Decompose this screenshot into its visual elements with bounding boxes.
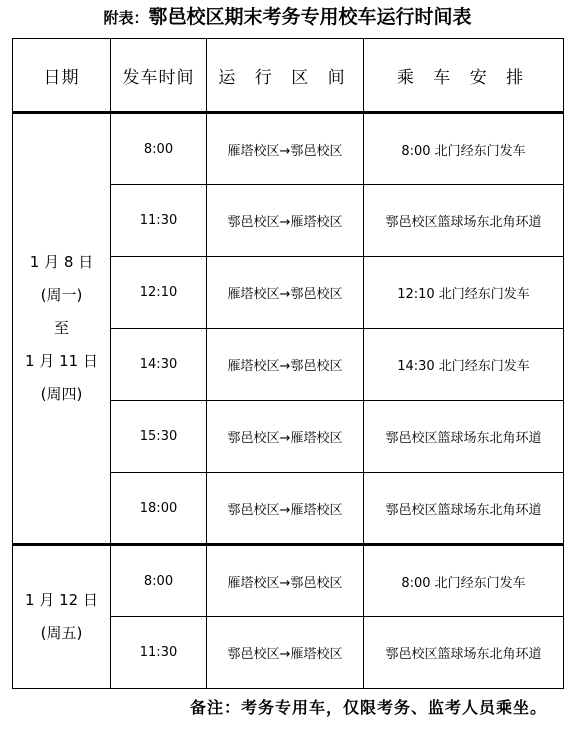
boarding-cell: 鄠邑校区篮球场东北角环道	[364, 473, 564, 545]
boarding-cell: 14:30 北门经东门发车	[364, 329, 564, 401]
boarding-cell: 鄠邑校区篮球场东北角环道	[364, 617, 564, 689]
date-line: (周五)	[40, 624, 83, 642]
header-row	[13, 39, 564, 113]
route-cell: 雁塔校区→鄠邑校区	[207, 545, 364, 617]
route-cell: 雁塔校区→鄠邑校区	[207, 113, 364, 185]
header-departure-time: 发车时间	[111, 39, 207, 113]
route-cell: 鄠邑校区→雁塔校区	[207, 473, 364, 545]
route-cell: 鄠邑校区→雁塔校区	[207, 617, 364, 689]
schedule-body	[13, 113, 564, 689]
boarding-cell: 鄠邑校区篮球场东北角环道	[364, 401, 564, 473]
time-cell: 14:30	[111, 329, 207, 401]
time-cell: 11:30	[111, 185, 207, 257]
time-cell: 11:30	[111, 617, 207, 689]
route-cell: 雁塔校区→鄠邑校区	[207, 257, 364, 329]
date-line: 1 月 8 日	[29, 253, 94, 271]
date-line: 1 月 11 日	[25, 352, 98, 370]
boarding-cell: 12:10 北门经东门发车	[364, 257, 564, 329]
date-line: (周一)	[40, 286, 83, 304]
boarding-cell: 8:00 北门经东门发车	[364, 545, 564, 617]
time-cell: 8:00	[111, 113, 207, 185]
route-cell: 鄠邑校区→雁塔校区	[207, 185, 364, 257]
title-prefix: 附表：	[103, 9, 149, 27]
route-cell: 雁塔校区→鄠邑校区	[207, 329, 364, 401]
boarding-cell: 鄠邑校区篮球场东北角环道	[364, 185, 564, 257]
header-route: 运 行 区 间	[207, 39, 364, 113]
date-cell	[13, 545, 111, 689]
time-cell: 15:30	[111, 401, 207, 473]
footnote: 备注：考务专用车，仅限考务、监考人员乘坐。	[189, 698, 547, 717]
header-boarding: 乘 车 安 排	[364, 39, 564, 113]
table-row	[13, 113, 564, 185]
header-date: 日期	[13, 39, 111, 113]
table-row	[13, 545, 564, 617]
time-cell: 18:00	[111, 473, 207, 545]
title-main: 鄠邑校区期末考务专用校车运行时间表	[148, 6, 472, 28]
date-line: 1 月 12 日	[25, 591, 98, 609]
page-title	[0, 4, 575, 31]
date-cell	[13, 113, 111, 545]
time-cell: 8:00	[111, 545, 207, 617]
date-line: 至	[53, 319, 69, 337]
time-cell: 12:10	[111, 257, 207, 329]
date-line: (周四)	[40, 385, 83, 403]
route-cell: 鄠邑校区→雁塔校区	[207, 401, 364, 473]
shuttle-schedule-table	[12, 38, 564, 689]
boarding-cell: 8:00 北门经东门发车	[364, 113, 564, 185]
